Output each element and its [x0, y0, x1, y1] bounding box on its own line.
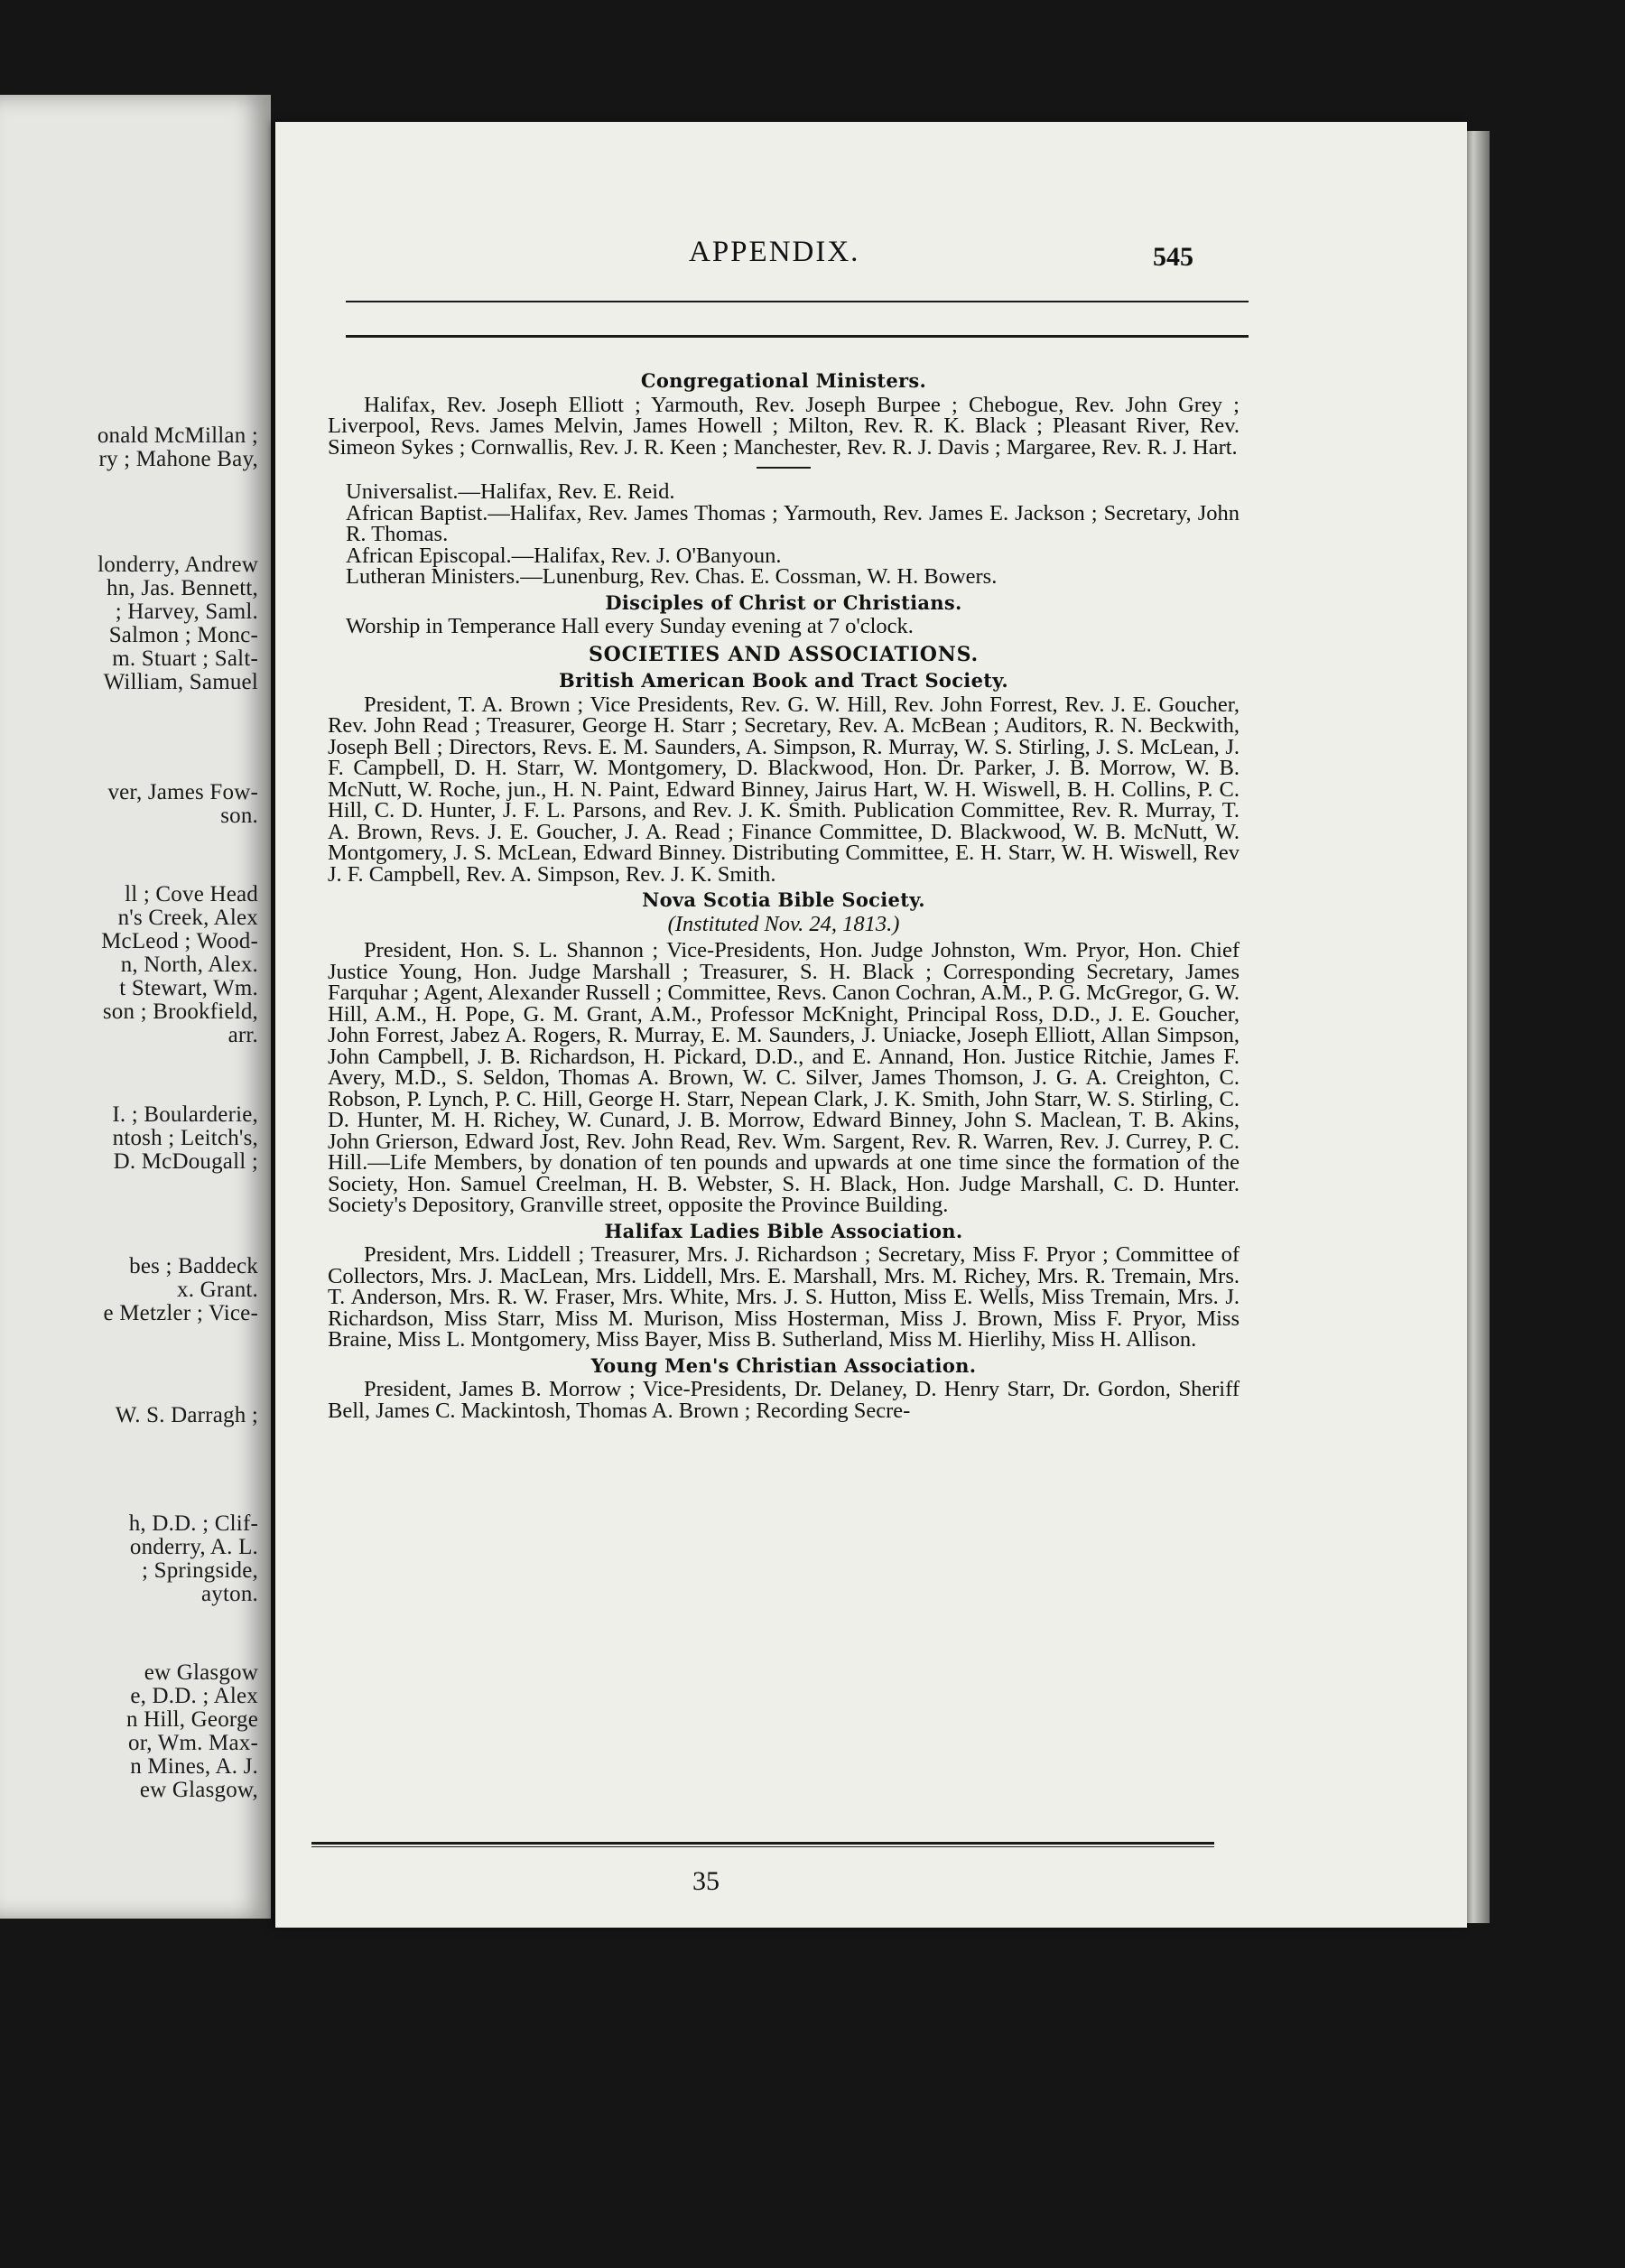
- left-line: bes ; Baddeck: [129, 1254, 258, 1278]
- section-divider: [757, 467, 811, 469]
- header-rule: [346, 301, 1249, 302]
- left-line: ; Springside,: [142, 1558, 258, 1583]
- left-line: son.: [220, 804, 258, 828]
- left-line: ayton.: [201, 1582, 258, 1606]
- header-rule-thick: [346, 335, 1249, 338]
- left-line: McLeod ; Wood-: [101, 929, 258, 953]
- left-line: n Mines, A. J.: [130, 1754, 258, 1779]
- left-line: ry ; Mahone Bay,: [98, 447, 258, 471]
- left-line: e Metzler ; Vice-: [103, 1301, 258, 1325]
- paragraph-universalist: Universalist.—Halifax, Rev. E. Reid.: [346, 479, 675, 504]
- left-line: W. S. Darragh ;: [115, 1403, 258, 1427]
- paragraph-tract-society: President, T. A. Brown ; Vice Presidents, Rev. G. W. Hill, Rev. John Forrest, Rev. J. E. Goucher, Rev. John Read ; Treasurer, George H. Starr ; Secretary, Rev. A. McBean ; Auditors, R. N. Beckwith, Joseph Bell ; Directors, Revs. E. M. Saunders, A. Simpson, R. Murray, W. S. Stirling, J. S. McLean, J. F. Campbell, D. H. Starr, W. Montgomery, D. Blackwood, Hon. Dr. Parker, J. B. Morrow, W. B. McNutt, W. Roche, jun., H. N. Paint, Edward Binney, Jairus Hart, W. H. Wiswell, B. H. Collins, P. C. Hill, C. D. Hunter, J. F. L. Parsons, and Rev. J. K. Smith. Publication Committee, Rev. R. Murray, T. A. Brown, Revs. J. E. Goucher, J. A. Read ; Finance Committee, D. Blackwood, W. B. McNutt, W. Montgomery, J. S. McLean, Edward Binney. Distributing Committee, E. H. Starr, W. H. Wiswell, Rev J. F. Campbell, Rev. A. Simpson, Rev. J. K. Smith.: [328, 692, 1240, 887]
- left-line: n Hill, George: [125, 1707, 258, 1732]
- left-line: e, D.D. ; Alex: [130, 1684, 258, 1708]
- left-line: Salmon ; Monc-: [108, 623, 258, 647]
- heading-societies: SOCIETIES AND ASSOCIATIONS.: [588, 642, 979, 666]
- left-line: son ; Brookfield,: [102, 999, 258, 1024]
- left-line: n's Creek, Alex: [117, 906, 258, 930]
- footer-rule: [311, 1842, 1214, 1845]
- left-line: onald McMillan ;: [97, 423, 258, 448]
- signature-mark: 35: [692, 1866, 720, 1896]
- left-line: ntosh ; Leitch's,: [112, 1126, 258, 1150]
- left-line: D. McDougall ;: [113, 1149, 258, 1174]
- left-line: ver, James Fow-: [107, 780, 258, 804]
- left-line: x. Grant.: [177, 1278, 258, 1302]
- heading-bible-society: Nova Scotia Bible Society.: [642, 888, 925, 911]
- left-page-fragment: [0, 95, 271, 1919]
- left-line: hn, Jas. Bennett,: [107, 576, 258, 600]
- footer-rule-thin: [311, 1846, 1214, 1847]
- heading-congregational: Congregational Ministers.: [640, 369, 927, 392]
- left-line: or, Wm. Max-: [128, 1731, 258, 1755]
- heading-tract-society: British American Book and Tract Society.: [559, 669, 1008, 692]
- paragraph-african-episcopal: African Episcopal.—Halifax, Rev. J. O'Banyoun.: [346, 543, 782, 568]
- left-line: ; Harvey, Saml.: [115, 600, 258, 624]
- left-line: t Stewart, Wm.: [119, 976, 258, 1000]
- paragraph-african-baptist: African Baptist.—Halifax, Rev. James Thomas ; Yarmouth, Rev. James E. Jackson ; Secretary, John R. Thomas.: [346, 500, 1240, 546]
- left-line: ew Glasgow: [144, 1660, 258, 1685]
- subheading-bible-society: (Instituted Nov. 24, 1813.): [667, 911, 900, 936]
- left-line: ll ; Cove Head: [125, 882, 258, 906]
- paragraph-ymca: President, James B. Morrow ; Vice-Presidents, Dr. Delaney, D. Henry Starr, Dr. Gordon, Sheriff Bell, James C. Mackintosh, Thomas A. Brown ; Recording Secre-: [328, 1377, 1240, 1423]
- heading-ymca: Young Men's Christian Association.: [590, 1353, 977, 1377]
- page-number: 545: [1153, 242, 1193, 272]
- left-line: londerry, Andrew: [98, 553, 258, 577]
- left-line: h, D.D. ; Clif-: [128, 1511, 258, 1536]
- left-line: I. ; Boularderie,: [112, 1102, 258, 1127]
- heading-ladies-bible: Halifax Ladies Bible Association.: [604, 1219, 963, 1242]
- heading-disciples: Disciples of Christ or Christians.: [605, 590, 962, 614]
- paragraph-bible-society: President, Hon. S. L. Shannon ; Vice-Presidents, Hon. Judge Johnston, Wm. Pryor, Hon. Chief Justice Young, Hon. Judge Marshall ; Treasurer, S. H. Black ; Corresponding Secretary, James Farquhar ; Agent, Alexander Russell ; Committee, Revs. Canon Cochran, A.M., P. G. McGregor, G. W. Hill, A.M., H. Pope, G. M. Grant, A.M., Professor McKnight, Principal Ross, D.D., J. E. Goucher, John Forrest, Jabez A. Rogers, R. Murray, E. M. Saunders, J. Uniacke, Joseph Elliott, Allan Simpson, John Campbell, J. B. Richardson, H. Pickard, D.D., and E. Annand, Hon. Justice Ritchie, James F. Avery, M.D., S. Seldon, Thomas A. Brown, W. C. Silver, James Thomson, J. G. A. Creighton, C. Robson, P. Lynch, P. C. Hill, George H. Starr, Nepean Clark, J. K. Smith, John Starr, W. S. Stirling, C. D. Hunter, M. H. Richey, W. Cunard, J. B. Morrow, Edward Binney, John S. Maclean, T. B. Akins, John Grierson, Edward Jost, Rev. John Read, Rev. Wm. Sargent, Rev. R. Warren, Rev. J. Currey, P. C. Hill.—Life Members, by donation of ten pounds and upwards at one time since the formation of the Society, Hon. Samuel Creelman, H. B. Webster, S. H. Black, Hon. Judge Marshall, C. D. Hunter. Society's Depository, Granville street, opposite the Province Building.: [328, 938, 1240, 1217]
- paragraph-lutheran: Lutheran Ministers.—Lunenburg, Rev. Chas. E. Cossman, W. H. Bowers.: [346, 564, 998, 589]
- page-body: [328, 366, 1240, 1421]
- paragraph-ladies-bible: President, Mrs. Liddell ; Treasurer, Mrs. J. Richardson ; Secretary, Miss F. Pryor ; Committee of Collectors, Mrs. J. MacLean, Mrs. Liddell, Mrs. E. Marshall, Mrs. M. Richey, Mrs. R. Tremain, Mrs. T. Anderson, Mrs. R. W. Fraser, Mrs. White, Mrs. J. S. Hutton, Miss E. Wells, Miss Tremain, Mrs. J. Richardson, Miss Starr, Miss M. Murison, Miss Hosterman, Miss J. Brown, Miss F. Pryor, Miss Braine, Miss L. Montgomery, Miss Bayer, Miss B. Sutherland, Miss M. Hierlihy, Miss H. Allison.: [328, 1242, 1240, 1352]
- left-line: n, North, Alex.: [120, 953, 258, 977]
- left-line: William, Samuel: [103, 670, 258, 694]
- paragraph-disciples: Worship in Temperance Hall every Sunday evening at 7 o'clock.: [346, 614, 914, 638]
- left-line: onderry, A. L.: [129, 1535, 258, 1559]
- appendix-page: [275, 122, 1467, 1928]
- left-line: ew Glasgow,: [139, 1778, 258, 1802]
- left-line: m. Stuart ; Salt-: [112, 646, 258, 671]
- running-head: APPENDIX.: [689, 236, 860, 268]
- paragraph-congregational: Halifax, Rev. Joseph Elliott ; Yarmouth, Rev. Joseph Burpee ; Chebogue, Rev. John Grey ; Liverpool, Revs. James Melvin, James Howell ; Milton, Rev. R. K. Black ; Pleasant River, Rev. Simeon Sykes ; Cornwallis, Rev. J. R. Keen ; Manchester, Rev. R. J. Davis ; Margaree, Rev. R. J. Hart.: [328, 392, 1240, 460]
- left-line: arr.: [228, 1023, 258, 1047]
